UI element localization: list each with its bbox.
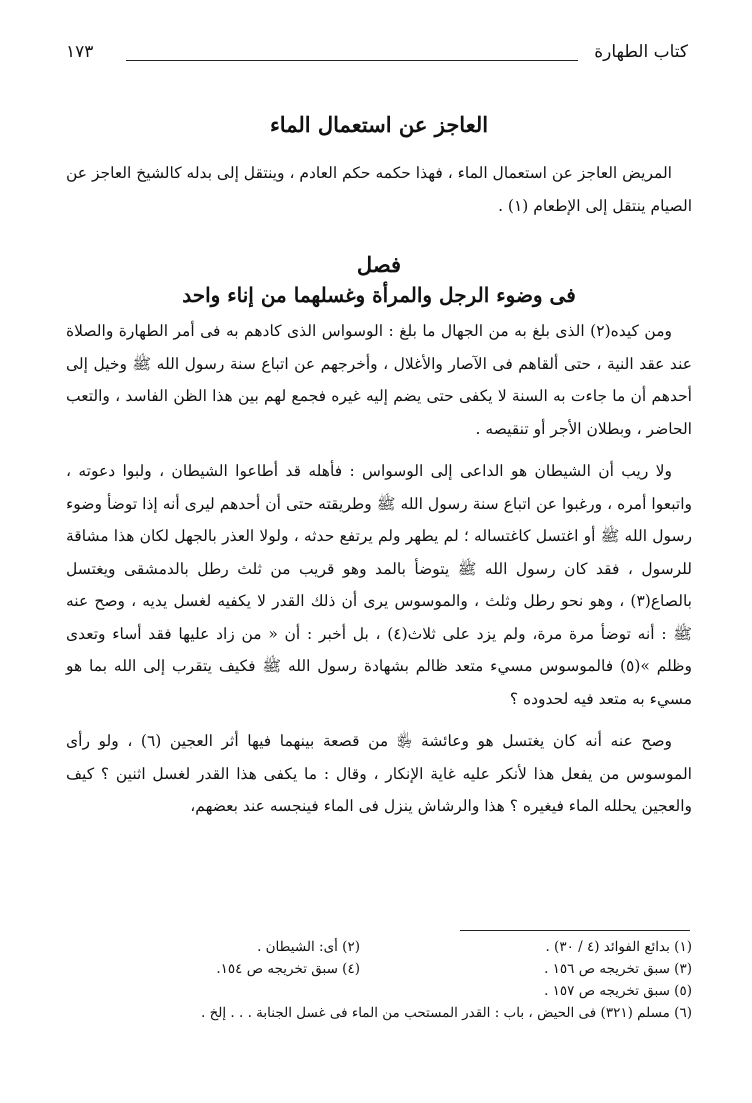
page-number: ١٧٣ [66,42,94,62]
footnote-2: (٢) أى: الشيطان . [257,939,360,955]
paragraph: وصح عنه أنه كان يغتسل هو وعائشة ﵂ من قصعة بينهما فيها أثر العجين (٦) ، ولو رأى الموسوس من يفعل هذا لأنكر عليه غاية الإنكار ، وقال : ما يكفى هذا القدر لغسل اثنين ؟ كيف والعجين يحلله الماء فيغيره ؟ هذا والرشاش ينزل فى الماء فينجسه عند بعضهم، [66,732,692,815]
footnote-5: (٥) سبق تخريجه ص ١٥٧ . [544,983,692,999]
footnote-1: (١) بدائع الفوائد (٤ / ٣٠) . [545,939,692,955]
footnote-6: (٦) مسلم (٣٢١) فى الحيض ، باب : القدر المستحب من الماء فى غسل الجنابة . . . إلخ . [200,1005,692,1021]
footnote-4: (٤) سبق تخريجه ص ١٥٤. [216,961,360,977]
chapter-title: كتاب الطهارة [594,42,688,62]
header-rule [126,60,578,61]
page-body [66,112,692,833]
section-heading: العاجز عن استعمال الماء [269,112,489,137]
paragraph: ومن كيده(٢) الذى بلغ به من الجهال ما بلغ : الوسواس الذى كادهم به فى أمر الطهارة والصلاة عند عقد النية ، حتى ألقاهم فى الآصار والأغلال ، وأخرجهم عن اتباع سنة رسول الله ﷺ وخيل إلى أحدهم أن ما جاءت به السنة لا يكفى حتى يضم إليه غيره فجمع لهم بين هذا الظن الفاسد ، والتعب الحاضر ، وبطلان الأجر أو تنقيصه . [66,322,692,438]
footnote-separator [460,930,690,931]
footnotes [60,936,692,1024]
footnote-3: (٣) سبق تخريجه ص ١٥٦ . [544,961,692,977]
chapter-subheading: فى وضوء الرجل والمرأة وغسلهما من إناء واحد [182,283,576,307]
paragraph: ولا ريب أن الشيطان هو الداعى إلى الوسواس : فأهله قد أطاعوا الشيطان ، ولبوا دعوته ، واتبعوا أمره ، ورغبوا عن اتباع سنة رسول الله ﷺ وطريقته حتى أن أحدهم ليرى أنه إذا توضأ وضوء رسول الله ﷺ أو اغتسل كاغتساله ؛ لم يطهر ولم يرتفع حدثه ، ولولا العذر بالجهل لكان هذا مشاقة للرسول ، فقد كان رسول الله ﷺ يتوضأ بالمد وهو قريب من ثلث رطل بالدمشقى ويغتسل بالصاع(٣) ، وهو نحو رطل وثلث ، والموسوس يرى أن ذلك القدر لا يكفيه لغسل يديه ، وصح عنه ﷺ : أنه توضأ مرة مرة، ولم يزد على ثلاث(٤) ، بل أخبر : أن « من زاد عليها فقد أساء وتعدى وظلم »(٥) فالموسوس مسيء متعد ظالم بشهادة رسول الله ﷺ فكيف يتقرب إلى الله بما هو مسيء به متعد فيه لحدوده ؟ [66,462,692,708]
running-header [66,38,688,68]
paragraph: المريض العاجز عن استعمال الماء ، فهذا حكمه حكم العادم ، وينتقل إلى بدله كالشيخ العاجز عن الصيام ينتقل إلى الإطعام (١) . [66,164,692,215]
fasl-heading: فصل [356,252,402,277]
